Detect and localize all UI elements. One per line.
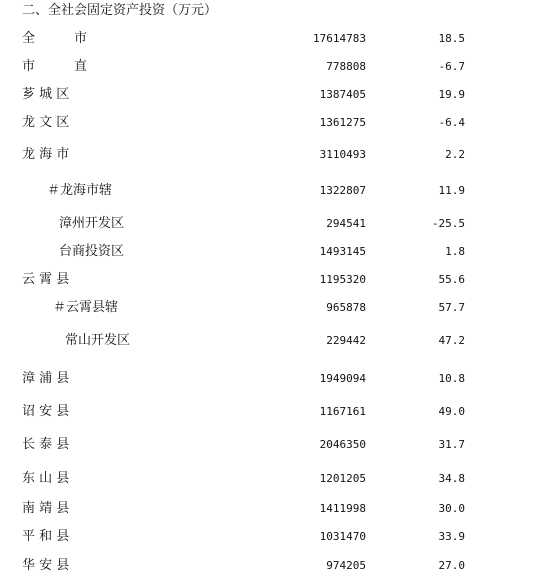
table-row: [0, 86, 555, 104]
row-value: 3110493: [319, 148, 366, 161]
section-heading: 二、全社会固定资产投资（万元）: [22, 3, 218, 18]
row-value: 229442: [326, 334, 366, 347]
row-growth-rate: 11.9: [438, 184, 465, 197]
row-value: 1387405: [319, 88, 366, 101]
table-row: [0, 500, 555, 518]
row-label: 芗 城 区: [22, 87, 70, 102]
row-value: 1031470: [319, 530, 366, 543]
row-value: 17614783: [313, 32, 366, 45]
table-row: [0, 332, 555, 350]
row-label: ＃龙海市辖: [47, 183, 113, 198]
row-value: 974205: [326, 559, 366, 572]
row-label: 诏 安 县: [22, 404, 70, 419]
table-row: [0, 528, 555, 546]
row-label: 平 和 县: [22, 529, 70, 544]
row-growth-rate: 57.7: [438, 301, 465, 314]
row-growth-rate: 34.8: [438, 472, 465, 485]
table-row: [0, 557, 555, 575]
table-row: [0, 271, 555, 289]
row-label: 南 靖 县: [22, 501, 70, 516]
row-value: 1411998: [319, 502, 366, 515]
row-label: 台商投资区: [59, 244, 125, 259]
row-label: 云 霄 县: [22, 272, 70, 287]
row-growth-rate: 2.2: [445, 148, 465, 161]
table-row: [0, 436, 555, 454]
row-label: 漳 浦 县: [22, 371, 70, 386]
row-value: 778808: [326, 60, 366, 73]
row-growth-rate: 33.9: [438, 530, 465, 543]
row-growth-rate: 31.7: [438, 438, 465, 451]
table-row: [0, 470, 555, 488]
row-growth-rate: -25.5: [431, 217, 465, 230]
row-label: 市 直: [22, 59, 88, 74]
row-label: 全 市: [22, 31, 88, 46]
row-growth-rate: 19.9: [438, 88, 465, 101]
row-label: 龙 海 市: [22, 147, 70, 162]
table-row: [0, 243, 555, 261]
row-growth-rate: 47.2: [438, 334, 465, 347]
row-value: 1195320: [319, 273, 366, 286]
table-row: [0, 299, 555, 317]
row-growth-rate: 1.8: [445, 245, 465, 258]
row-growth-rate: 27.0: [438, 559, 465, 572]
row-growth-rate: -6.4: [438, 116, 465, 129]
row-label: 长 泰 县: [22, 437, 70, 452]
row-value: 1949094: [319, 372, 366, 385]
row-label: 华 安 县: [22, 558, 70, 573]
table-row: [0, 215, 555, 233]
table-row: [0, 370, 555, 388]
table-row: [0, 58, 555, 76]
row-value: 294541: [326, 217, 366, 230]
table-row: [0, 403, 555, 421]
row-label: 常山开发区: [65, 333, 131, 348]
table-row: [0, 30, 555, 48]
row-value: 1361275: [319, 116, 366, 129]
row-label: 东 山 县: [22, 471, 70, 486]
row-label: ＃云霄县辖: [53, 300, 119, 315]
row-growth-rate: 18.5: [438, 32, 465, 45]
table-row: [0, 182, 555, 200]
row-label: 漳州开发区: [59, 216, 125, 231]
row-value: 1167161: [319, 405, 366, 418]
row-value: 2046350: [319, 438, 366, 451]
table-row: [0, 146, 555, 164]
row-value: 965878: [326, 301, 366, 314]
row-value: 1201205: [319, 472, 366, 485]
row-growth-rate: 10.8: [438, 372, 465, 385]
table-row: [0, 114, 555, 132]
row-growth-rate: -6.7: [438, 60, 465, 73]
row-value: 1322807: [319, 184, 366, 197]
row-label: 龙 文 区: [22, 115, 70, 130]
row-growth-rate: 49.0: [438, 405, 465, 418]
row-growth-rate: 55.6: [438, 273, 465, 286]
row-growth-rate: 30.0: [438, 502, 465, 515]
row-value: 1493145: [319, 245, 366, 258]
